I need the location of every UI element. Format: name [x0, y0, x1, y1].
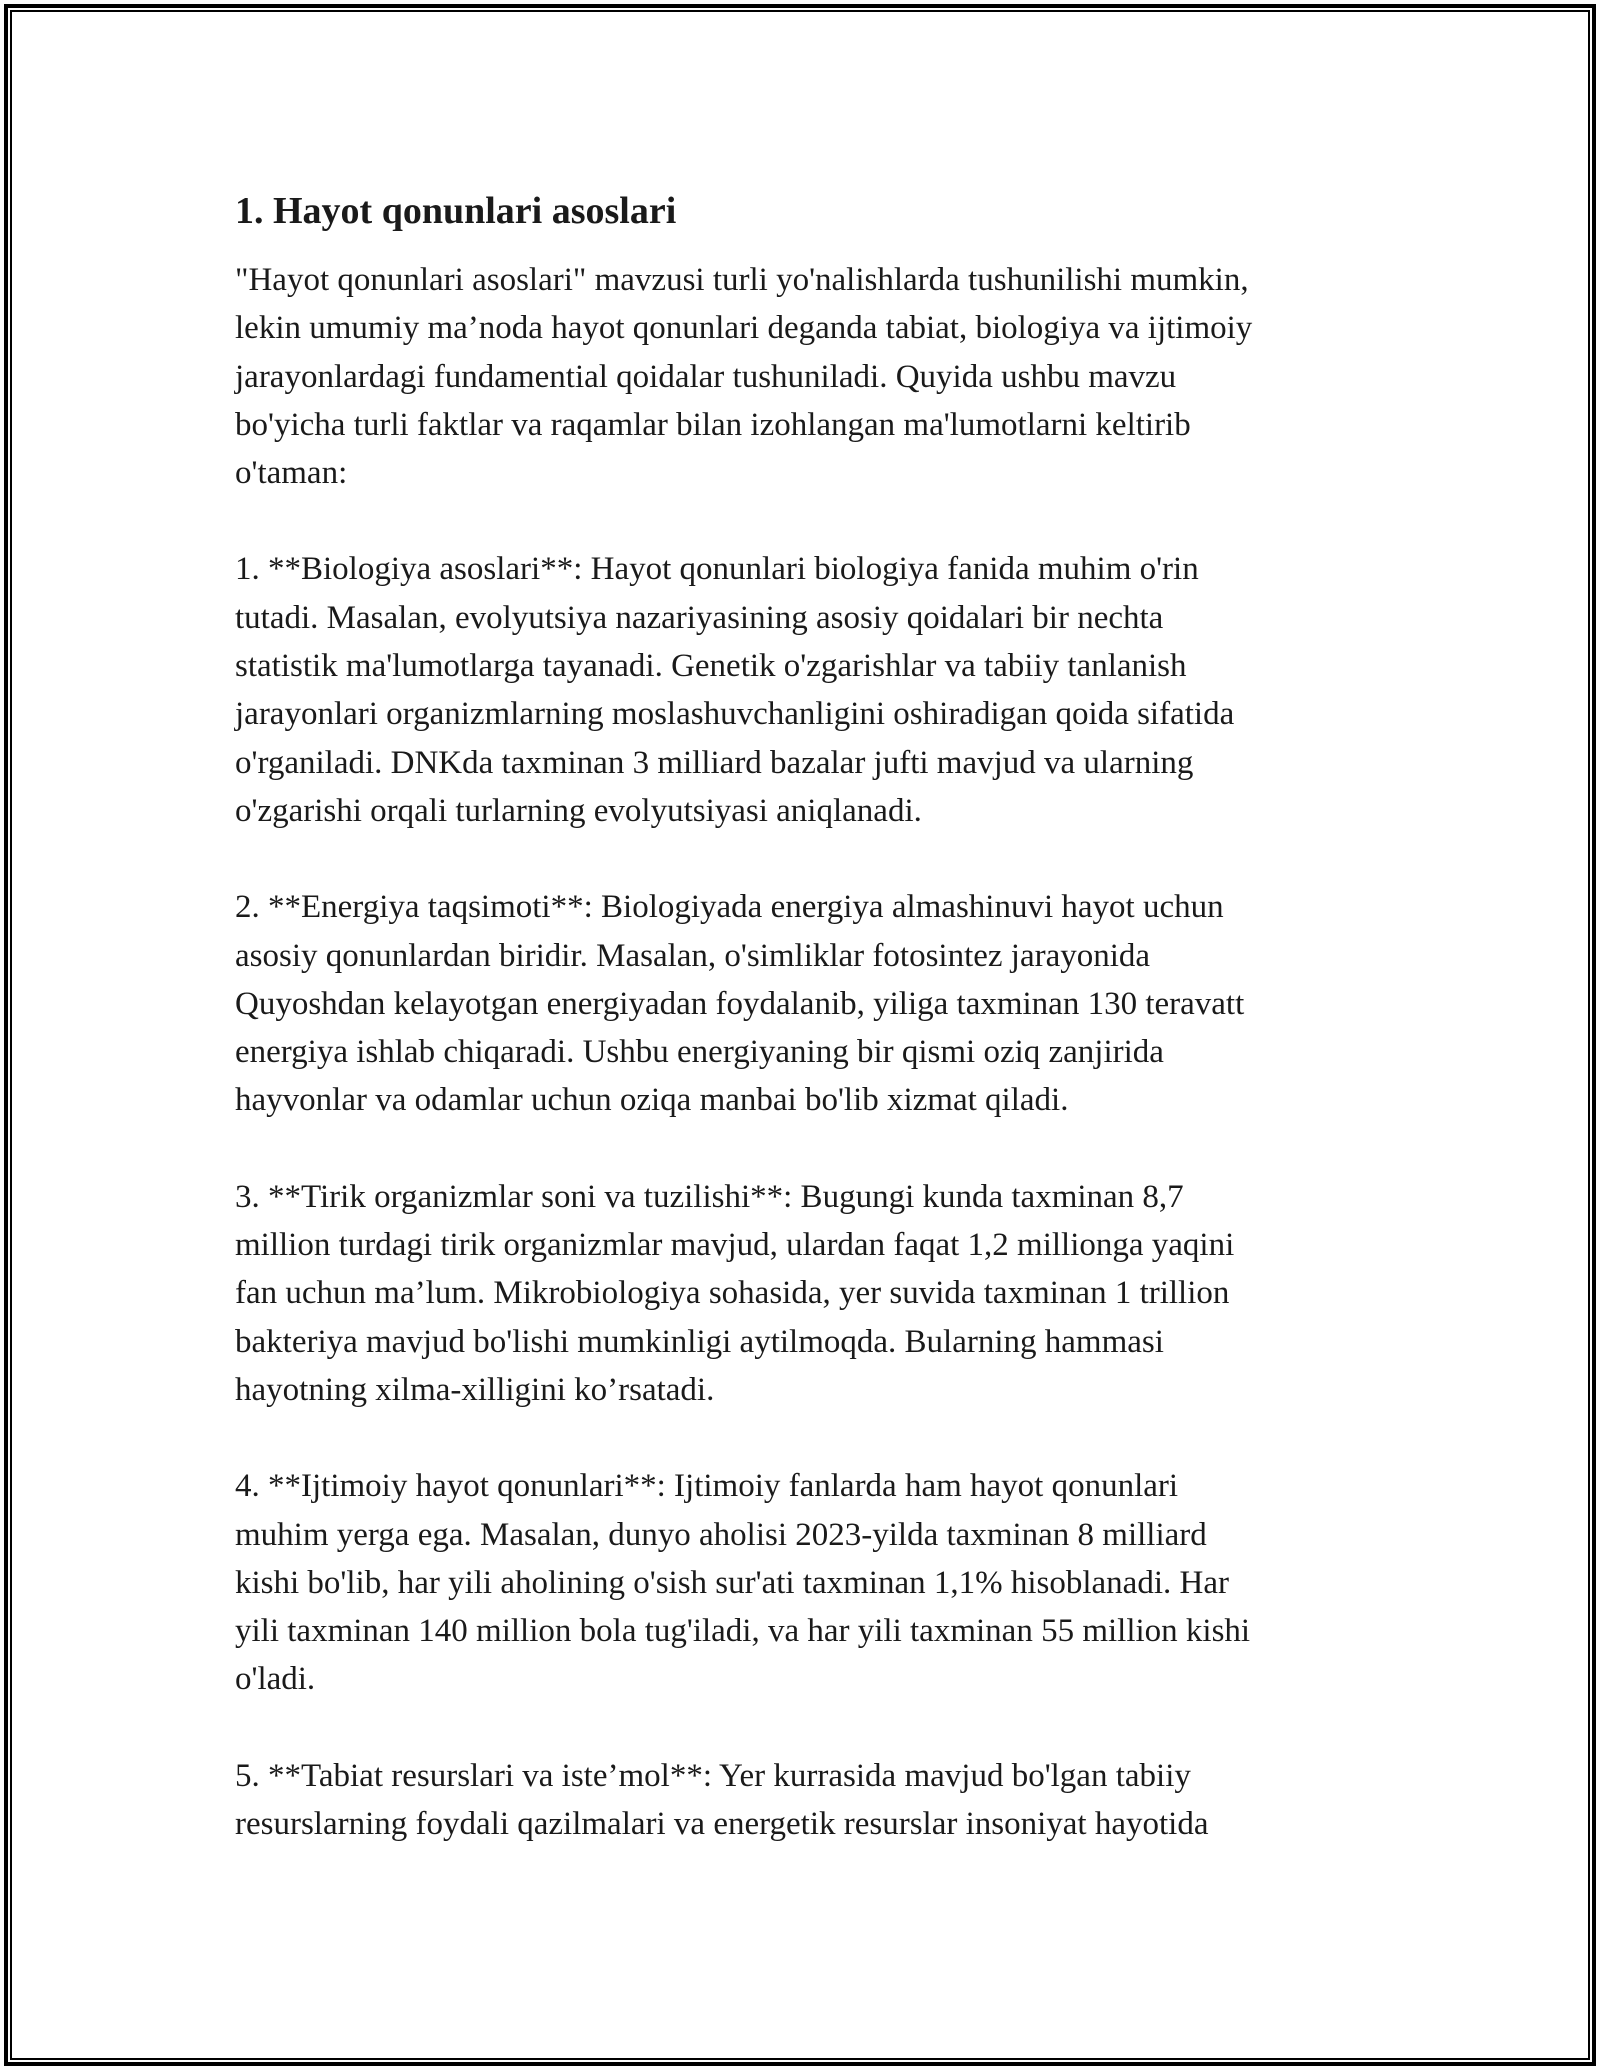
- section-organisms-paragraph: 3. **Tirik organizmlar soni va tuzilishi**: Bugungi kunda taxminan 8,7 million turdagi tirik organizmlar mavjud, ulardan faqat 1,2 millionga yaqini fan uchun ma’lum. Mikrobiologiya sohasida, yer suvida taxminan 1 trillion bakteriya mavjud bo'lishi mumkinligi aytilmoqda. Bularning hammasi hayotning xilma-xilligini ko’rsatadi.: [235, 1178, 1235, 1408]
- section-social-paragraph: 4. **Ijtimoiy hayot qonunlari**: Ijtimoiy fanlarda ham hayot qonunlari muhim yerga ega. Masalan, dunyo aholisi 2023-yilda taxminan 8 milliard kishi bo'lib, har yili aholining o'sish sur'ati taxminan 1,1% hisoblanadi. Har yili taxminan 140 million bola tug'iladi, va har yili taxminan 55 million kishi o'ladi.: [235, 1468, 1251, 1698]
- document-title: 1. Hayot qonunlari asoslari: [235, 190, 677, 232]
- section-energy-paragraph: 2. **Energiya taqsimoti**: Biologiyada energiya almashinuvi hayot uchun asosiy qonunlardan biridir. Masalan, o'simliklar fotosintez jarayonida Quyoshdan kelayotgan energiyadan foydalanib, yiliga taxminan 130 teravatt energiya ishlab chiqaradi. Ushbu energiyaning bir qismi oziq zanjirida hayvonlar va odamlar uchun oziqa manbai bo'lib xizmat qiladi.: [235, 889, 1245, 1119]
- section-biology-paragraph: 1. **Biologiya asoslari**: Hayot qonunlari biologiya fanida muhim o'rin tutadi. Masalan, evolyutsiya nazariyasining asosiy qoidalari bir nechta statistik ma'lumotlarga tayanadi. Genetik o'zgarishlar va tabiiy tanlanish jarayonlari organizmlarning moslashuvchanligini oshiradigan qoida sifatida o'rganiladi. DNKda taxminan 3 milliard bazalar jufti mavjud va ularning o'zgarishi orqali turlarning evolyutsiyasi aniqlanadi.: [235, 551, 1235, 829]
- intro-paragraph: "Hayot qonunlari asoslari" mavzusi turli yo'nalishlarda tushunilishi mumkin, lekin umumiy ma’noda hayot qonunlari deganda tabiat, biologiya va ijtimoiy jarayonlardagi fundamential qoidalar tushuniladi. Quyida ushbu mavzu bo'yicha turli faktlar va raqamlar bilan izohlangan ma'lumotlarni keltirib o'taman:: [235, 262, 1253, 492]
- document-page: [235, 186, 1385, 1896]
- section-resources-paragraph: 5. **Tabiat resurslari va iste’mol**: Yer kurrasida mavjud bo'lgan tabiiy resurslarning foydali qazilmalari va energetik resurslar insoniyat hayotida: [235, 1757, 1209, 1843]
